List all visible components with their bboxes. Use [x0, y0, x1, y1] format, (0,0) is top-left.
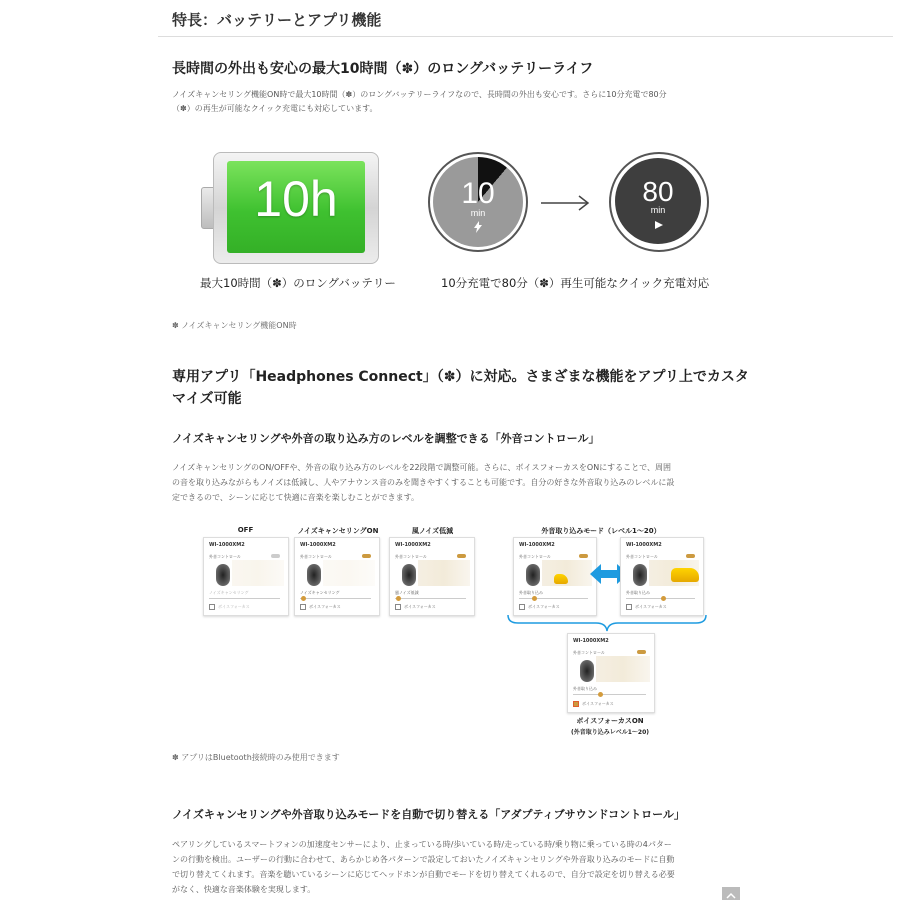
clock2-number: 80 — [642, 176, 674, 207]
chevron-up-icon — [722, 889, 740, 902]
level-slider[interactable] — [573, 694, 646, 695]
panel-label-wind: 風ノイズ低減 — [411, 527, 454, 535]
bracket-line — [506, 613, 708, 633]
play-icon — [655, 221, 663, 229]
head-icon — [307, 564, 321, 586]
app-body-line3: 定できるので、シーンに応じて快適に音楽を楽しむことができます。 — [172, 493, 420, 502]
level-slider[interactable] — [519, 598, 588, 599]
panel-label-nc-on: ノイズキャンセリングON — [297, 527, 379, 535]
menu-item-label: 外音コントロール — [209, 554, 241, 559]
menu-item-label: 外音コントロール — [300, 554, 332, 559]
ambient-toggle[interactable] — [271, 554, 280, 558]
battery-note: ✽ ノイズキャンセリング機能ON時 — [172, 321, 297, 330]
sound-wave — [418, 560, 470, 586]
battery-heading: 長時間の外出も安心の最大10時間（✽）のロングバッテリーライフ — [172, 61, 594, 77]
ambient-toggle[interactable] — [637, 650, 646, 654]
menu-item-label: 外音コントロール — [395, 554, 427, 559]
level-slider[interactable] — [395, 598, 466, 599]
device-name: WI-1000XM2 — [209, 542, 245, 548]
app-screen-wind — [389, 537, 475, 616]
slider-knob[interactable] — [661, 596, 666, 601]
app-screen-nc-on — [294, 537, 380, 616]
level-slider[interactable] — [209, 598, 280, 599]
slider-knob[interactable] — [598, 692, 603, 697]
quick-charge-caption: 10分充電で80分（✽）再生可能なクイック充電対応 — [441, 276, 710, 290]
app-heading-line1: 専用アプリ「Headphones Connect」（✽）に対応。さまざまな機能をアプリ上でカスタ — [172, 369, 749, 385]
voice-focus-label: ボイスフォーカス — [218, 604, 250, 609]
menu-item-label: 外音コントロール — [626, 554, 658, 559]
voice-focus-subcaption: (外音取り込みレベル1〜20) — [570, 729, 649, 736]
app-body-line2: の音を取り込みながらもノイズは低減し、人やアナウンス音のみを聞きやすくすることも可能です。自分の好きな外音取り込みのレベルに設 — [172, 478, 675, 487]
slider-knob[interactable] — [532, 596, 537, 601]
head-icon — [633, 564, 647, 586]
adaptive-body-line4: がなく、快適な音楽体験を実現します。 — [172, 885, 316, 894]
voice-focus-label: ボイスフォーカス — [528, 604, 560, 609]
sound-wave — [596, 656, 650, 682]
head-icon — [216, 564, 230, 586]
battery-body-line1: ノイズキャンセリング機能ON時で最大10時間（✽）のロングバッテリーライフなので、長時間の外出も安心です。さらに10分充電で80分 — [172, 90, 667, 99]
head-icon — [402, 564, 416, 586]
app-body-line1: ノイズキャンセリングのON/OFFや、外音の取り込み方のレベルを22段階で調整可能。さらに、ボイスフォーカスをONにすることで、周囲 — [172, 463, 672, 472]
panel-label-ambient: 外音取り込みモード（レベル1〜20） — [541, 527, 661, 535]
ambient-level-label: 外音取り込み — [626, 590, 650, 595]
voice-focus-label: ボイスフォーカス — [309, 604, 341, 609]
scroll-top-button[interactable] — [722, 887, 740, 900]
battery-caption: 最大10時間（✽）のロングバッテリー — [200, 276, 396, 290]
wind-label: 風ノイズ低減 — [395, 590, 419, 595]
device-name: WI-1000XM2 — [573, 638, 609, 644]
device-name: WI-1000XM2 — [395, 542, 431, 548]
battery-label: 10h — [254, 171, 338, 227]
sound-wave — [232, 560, 284, 586]
voice-focus-checkbox[interactable] — [626, 604, 632, 610]
clock1-number: 10 — [461, 177, 495, 210]
device-name: WI-1000XM2 — [300, 542, 336, 548]
slider-knob[interactable] — [301, 596, 306, 601]
panel-label-off: OFF — [237, 526, 254, 534]
app-screen-voice-focus — [567, 633, 655, 713]
adaptive-body-line3: で切り替えてくれます。音楽を聴いているシーンに応じてヘッドホンが自動でモードを切り替えてくれるので、自分で設定を切り替える必要 — [172, 870, 675, 879]
ambient-toggle[interactable] — [579, 554, 588, 558]
voice-focus-checkbox[interactable] — [573, 701, 579, 707]
car-icon — [554, 574, 568, 584]
voice-focus-label: ボイスフォーカス — [582, 701, 614, 706]
voice-focus-checkbox[interactable] — [395, 604, 401, 610]
ambient-control-heading: ノイズキャンセリングや外音の取り込み方のレベルを調整できる「外音コントロール」 — [172, 432, 600, 445]
menu-item-label: 外音コントロール — [519, 554, 551, 559]
ambient-toggle[interactable] — [457, 554, 466, 558]
menu-item-label: 外音コントロール — [573, 650, 605, 655]
adaptive-body-line2: ンの行動を検出。ユーザーの行動に合わせて、あらかじめ各パターンで設定しておいたノイズキャンセリングや外音取り込みのモードに自動 — [172, 855, 675, 864]
slider-knob[interactable] — [396, 596, 401, 601]
clock2-unit: min — [650, 205, 666, 215]
battery-body-line2: （✽）の再生が可能なクイック充電にも対応しています。 — [172, 104, 378, 113]
device-name: WI-1000XM2 — [626, 542, 662, 548]
ambient-level-label: 外音取り込み — [519, 590, 543, 595]
voice-focus-checkbox[interactable] — [209, 604, 215, 610]
head-icon — [580, 660, 594, 682]
app-screen-off — [203, 537, 289, 616]
nc-label: ノイズキャンセリング — [209, 590, 249, 595]
app-heading-line2: マイズ可能 — [172, 391, 242, 407]
divider — [158, 36, 893, 37]
app-screen-ambient-high — [620, 537, 704, 616]
voice-focus-caption: ボイスフォーカスON — [576, 717, 644, 725]
app-note: ✽ アプリはBluetooth接続時のみ使用できます — [172, 753, 340, 762]
lightning-icon — [473, 221, 483, 233]
ambient-level-label: 外音取り込み — [573, 686, 597, 691]
nc-label: ノイズキャンセリング — [300, 590, 340, 595]
ambient-toggle[interactable] — [362, 554, 371, 558]
voice-focus-checkbox[interactable] — [519, 604, 525, 610]
adaptive-heading: ノイズキャンセリングや外音取り込みモードを自動で切り替える「アダプティブサウンドコントロール」 — [172, 808, 685, 821]
long-right-arrow-icon — [541, 195, 591, 211]
sound-wave — [323, 560, 375, 586]
voice-focus-label: ボイスフォーカス — [404, 604, 436, 609]
voice-focus-label: ボイスフォーカス — [635, 604, 667, 609]
adaptive-body-line1: ペアリングしているスマートフォンの加速度センサーにより、止まっている時/歩いている時/走っている時/乗り物に乗っている時の4パター — [172, 840, 672, 849]
car-icon — [671, 568, 699, 582]
voice-focus-checkbox[interactable] — [300, 604, 306, 610]
section-title: 特長：バッテリーとアプリ機能 — [172, 11, 382, 29]
device-name: WI-1000XM2 — [519, 542, 555, 548]
app-screen-ambient-low — [513, 537, 597, 616]
head-icon — [526, 564, 540, 586]
ambient-toggle[interactable] — [686, 554, 695, 558]
level-slider[interactable] — [300, 598, 371, 599]
clock1-unit: min — [470, 208, 486, 218]
